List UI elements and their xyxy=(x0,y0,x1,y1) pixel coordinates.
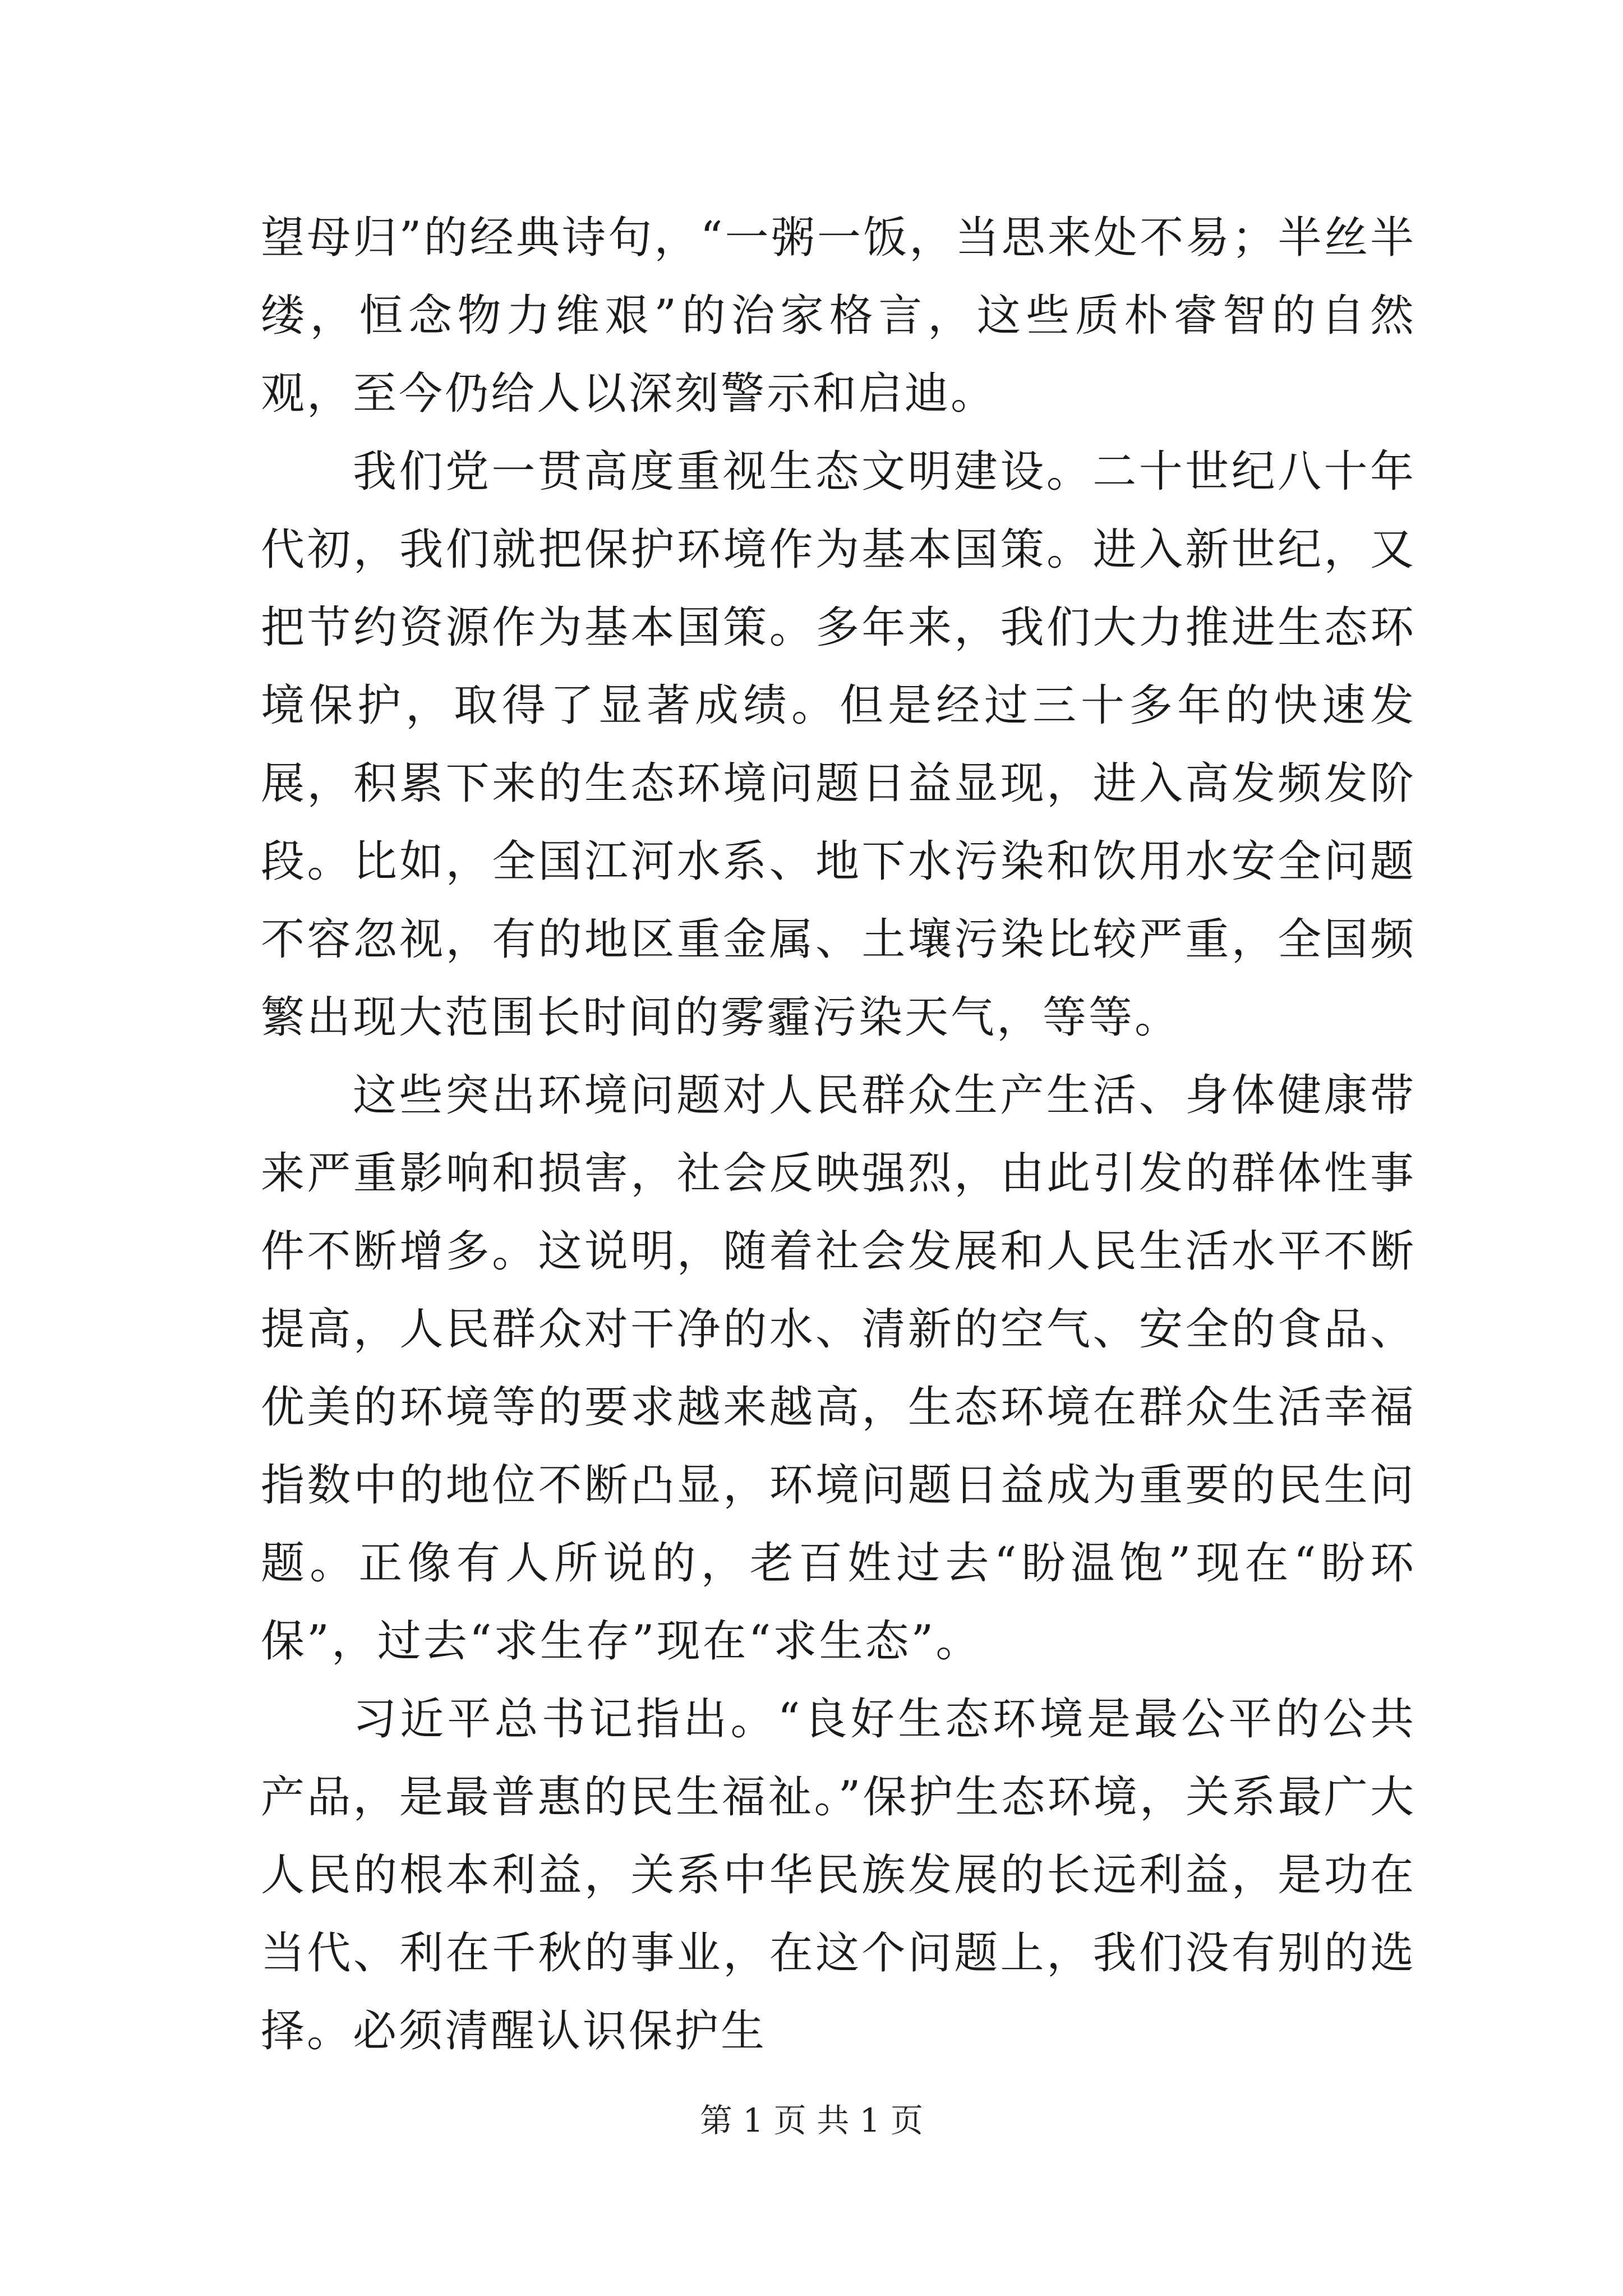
paragraph-2: 我们党一贯高度重视生态文明建设。二十世纪八十年代初，我们就把保护环境作为基本国策。进入新世纪，又把节约资源作为基本国策。多年来，我们大力推进生态环境保护，取得了显著成绩。但是经过三十多年的快速发展，积累下来的生态环境问题日益显现，进入高发频发阶段。比如，全国江河水系、地下水污染和饮用水安全问题不容忽视，有的地区重金属、土壤污染比较严重，全国频繁出现大范围长时间的雾霾污染天气，等等。 xyxy=(261,447,1416,1043)
page-number-label: 第 1 页 共 1 页 xyxy=(700,2101,923,2139)
paragraph-4: 习近平总书记指出。“良好生态环境是最公平的公共产品，是最普惠的民生福祉。”保护生态环境，关系最广大人民的根本利益，关系中华民族发展的长远利益，是功在当代、利在千秋的事业，在这个问题上，我们没有别的选择。必须清醒认识保护生 xyxy=(261,1694,1416,2056)
paragraph-3: 这些突出环境问题对人民群众生产生活、身体健康带来严重影响和损害，社会反映强烈，由此引发的群体性事件不断增多。这说明，随着社会发展和人民生活水平不断提高，人民群众对干净的水、清新的空气、安全的食品、优美的环境等的要求越来越高，生态环境在群众生活幸福指数中的地位不断凸显，环境问题日益成为重要的民生问题。正像有人所说的，老百姓过去“盼温饱”现在“盼环保”，过去“求生存”现在“求生态”。 xyxy=(261,1070,1416,1667)
page-footer xyxy=(0,2098,1623,2143)
paragraph-1: 望母归”的经典诗句，“一粥一饭，当思来处不易；半丝半缕，恒念物力维艰”的治家格言，这些质朴睿智的自然观，至今仍给人以深刻警示和启迪。 xyxy=(261,213,1416,419)
document-body xyxy=(261,199,1416,2070)
